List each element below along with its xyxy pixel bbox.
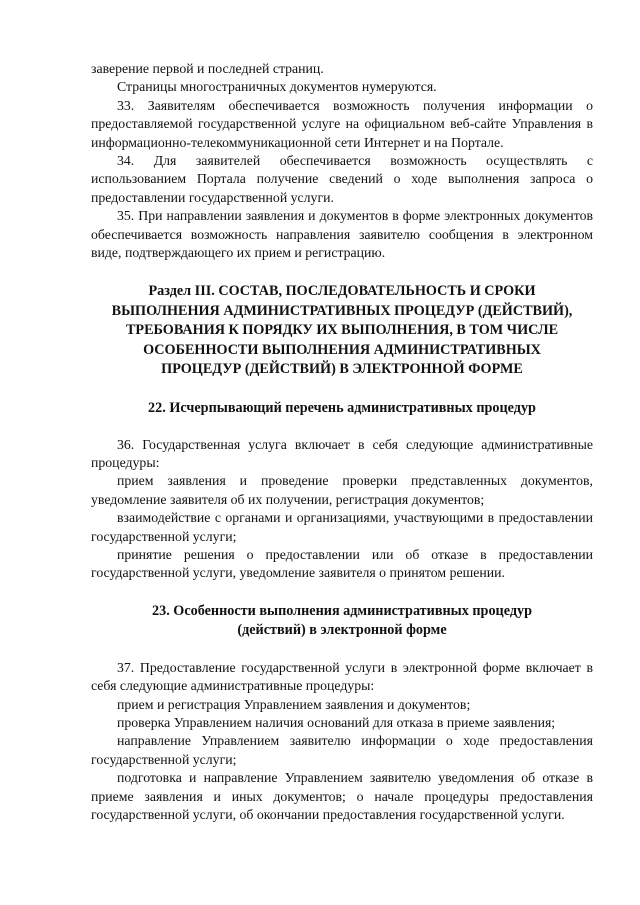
list-item-procedure: принятие решения о предоставлении или об отказе в предоставлении государственной услуги, уведомление заявителя о принятом решении. [91,546,593,581]
subsection-23-heading-line: 23. Особенности выполнения административных процедур [152,602,532,619]
paragraph-36: 36. Государственная услуга включает в себя следующие административные процедуры: [91,436,593,470]
paragraph-35: 35. При направлении заявления и документов в форме электронных документов обеспечивается возможность направления заявителю сообщения в электронном виде, подтверждающего их прием и регистрацию. [91,208,593,261]
section-3-title-line: ВЫПОЛНЕНИЯ АДМИНИСТРАТИВНЫХ ПРОЦЕДУР (ДЕЙСТВИЙ), [111,302,573,319]
list-item-procedure: прием заявления и проведение проверки представленных документов, уведомление заявителя об их получении, регистрация документов; [91,473,593,507]
section-3-title-line: ТРЕБОВАНИЯ К ПОРЯДКУ ИХ ВЫПОЛНЕНИЯ, В ТОМ ЧИСЛЕ [125,322,559,339]
list-item-electronic-procedure: прием и регистрация Управлением заявления и документов; [117,696,471,712]
paragraph-pages: Страницы многостраничных документов нумеруются. [117,79,437,95]
list-item-procedure: взаимодействие с органами и организациями, участвующими в предоставлении государственной услуги; [91,510,593,544]
paragraph-cont: заверение первой и последней страниц. [91,61,324,76]
subsection-23-heading-line: (действий) в электронной форме [237,621,447,638]
paragraph-37: 37. Предоставление государственной услуги в электронной форме включает в себя следующие административные процедуры: [91,659,593,694]
document-page [91,60,593,824]
list-item-electronic-procedure: подготовка и направление Управлением заявителю уведомления об отказе в приеме заявления и иных документов; о начале процедуры предоставления государственной услуги, об окончании предоставления государственной услуги. [91,770,593,822]
paragraph-34: 34. Для заявителей обеспечивается возможность осуществлять с использованием Портала получение сведений о ходе выполнения запроса о предоставлении государственной услуги. [91,153,593,205]
section-3-title [91,282,593,379]
subsection-23-heading [91,602,593,640]
section-3-title-line: ПРОЦЕДУР (ДЕЙСТВИЙ) В ЭЛЕКТРОННОЙ ФОРМЕ [161,361,523,378]
section-3-title-line: Раздел III. СОСТАВ, ПОСЛЕДОВАТЕЛЬНОСТЬ И СРОКИ [148,283,536,300]
section-3-title-line: ОСОБЕННОСТИ ВЫПОЛНЕНИЯ АДМИНИСТРАТИВНЫХ [143,341,541,358]
paragraph-33: 33. Заявителям обеспечивается возможность получения информации о предоставляемой государственной услуге на официальном веб-сайте Управления в информационно-телекоммуникационной сети Интернет и на Портале. [91,97,593,150]
list-item-electronic-procedure: проверка Управлением наличия оснований для отказа в приеме заявления; [117,714,556,730]
list-item-electronic-procedure: направление Управлением заявителю информации о ходе предоставления государственной услуги; [91,733,593,767]
subsection-22-heading: 22. Исчерпывающий перечень административных процедур [148,399,536,416]
